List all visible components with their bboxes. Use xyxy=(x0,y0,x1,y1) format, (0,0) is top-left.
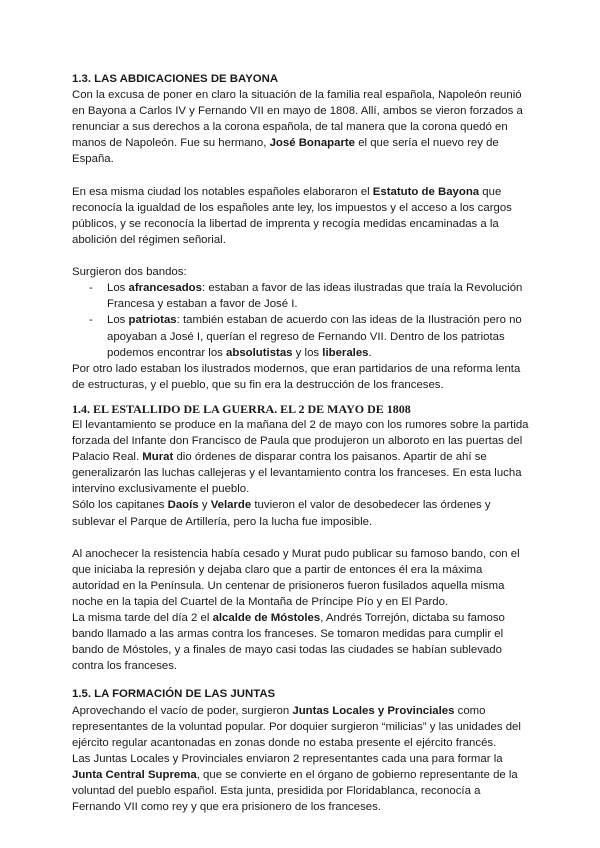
paragraph: Con la excusa de poner en claro la situación de la familia real española, Napoleón reunió en Bayona a Carlos IV y Fernando VII en mayo de 1808. Allí, ambos se vieron forzados a renunciar a sus derechos a la corona española, de tal manera que la corona quedó en manos de Napoleón. Fue su hermano, José Bonaparte el que sería el nuevo rey de España. xyxy=(72,89,523,166)
paragraph: Sólo los capitanes Daoís y Velarde tuvieron el valor de desobedecer las órdenes y sublevar el Parque de Artillería, pero la lucha fue imposible. xyxy=(72,499,491,528)
paragraph: Al anochecer la resistencia había cesado y Murat pudo publicar su famoso bando, con el que iniciaba la represión y dejaba claro que a partir de entonces él era la máxima autoridad en la Península. Un centenar de prisioneros fueron fusilados aquella misma noche en la tapia del Cuartel de la Montaña de Príncipe Pío y en El Pardo. xyxy=(72,547,520,608)
paragraph: Surgieron dos bandos: xyxy=(72,266,187,279)
section-title-abdicaciones: 1.3. LAS ABDICACIONES DE BAYONA xyxy=(72,73,279,85)
paragraph: El levantamiento se produce en la mañana del 2 de mayo con los rumores sobre la partida forzada del Infante don Francisco de Paula que produjeron un alboroto en las puertas del Palacio Real. Murat dio órdenes de disparar contra los paisanos. Apartir de ahí se generalizarón las luchas callejeras y el levantamiento contra los franceses. En esta lucha intervino exclusivamente el pueblo. xyxy=(72,418,529,496)
list-item: - Los afrancesados: estaban a favor de las ideas ilustradas que traía la Revolución Francesa y estaban a favor de José I. xyxy=(89,282,523,311)
paragraph: En esa misma ciudad los notables españoles elaboraron el Estatuto de Bayona que reconocía la igualdad de los españoles ante ley, los impuestos y el acceso a los cargos públicos, y se reconocía la libertad de imprenta y recogía medidas encaminadas a la abolición del régimen señorial. xyxy=(72,185,512,246)
paragraph: Las Juntas Locales y Provinciales enviaron 2 representantes cada una para formar la Junta Central Suprema, que se convierte en el órgano de gobierno representante de la voluntad del pueblo español. Esta junta, presidida por Floridablanca, reconocía a Fernando VII como rey y que era prisionero de los franceses. xyxy=(72,752,518,814)
document-page xyxy=(72,71,532,815)
paragraph: La misma tarde del día 2 el alcalde de Móstoles, Andrés Torrejón, dictaba su famoso bando llamado a las armas contra los franceses. Se tomaron medidas para cumplir el bando de Móstoles, y a finales de mayo casi todas las ciudades se habían sublevado contra los franceses. xyxy=(72,612,505,673)
section-title-estallido: 1.4. EL ESTALLIDO DE LA GUERRA. EL 2 DE MAYO DE 1808 xyxy=(72,401,411,416)
paragraph: Por otro lado estaban los ilustrados modernos, que eran partidarios de una reforma lenta de estructuras, y el pueblo, que su fin era la destrucción de los franceses. xyxy=(72,362,521,391)
list-item: - Los patriotas: también estaban de acuerdo con las ideas de la Ilustración pero no apoyaban a José I, querían el regreso de Fernando VII. Dentro de los patriotas podemos encontrar los absolutistas y los liberales. xyxy=(89,314,522,359)
bandos-list xyxy=(72,280,532,360)
paragraph: Aprovechando el vacío de poder, surgieron Juntas Locales y Provinciales como representantes de la voluntad popular. Por doquier surgieron “milicias” y las unidades del ejército regular acantonadas en zonas donde no estaba presente el ejército francés. xyxy=(72,704,521,749)
section-title-juntas: 1.5. LA FORMACIÓN DE LAS JUNTAS xyxy=(72,688,276,701)
